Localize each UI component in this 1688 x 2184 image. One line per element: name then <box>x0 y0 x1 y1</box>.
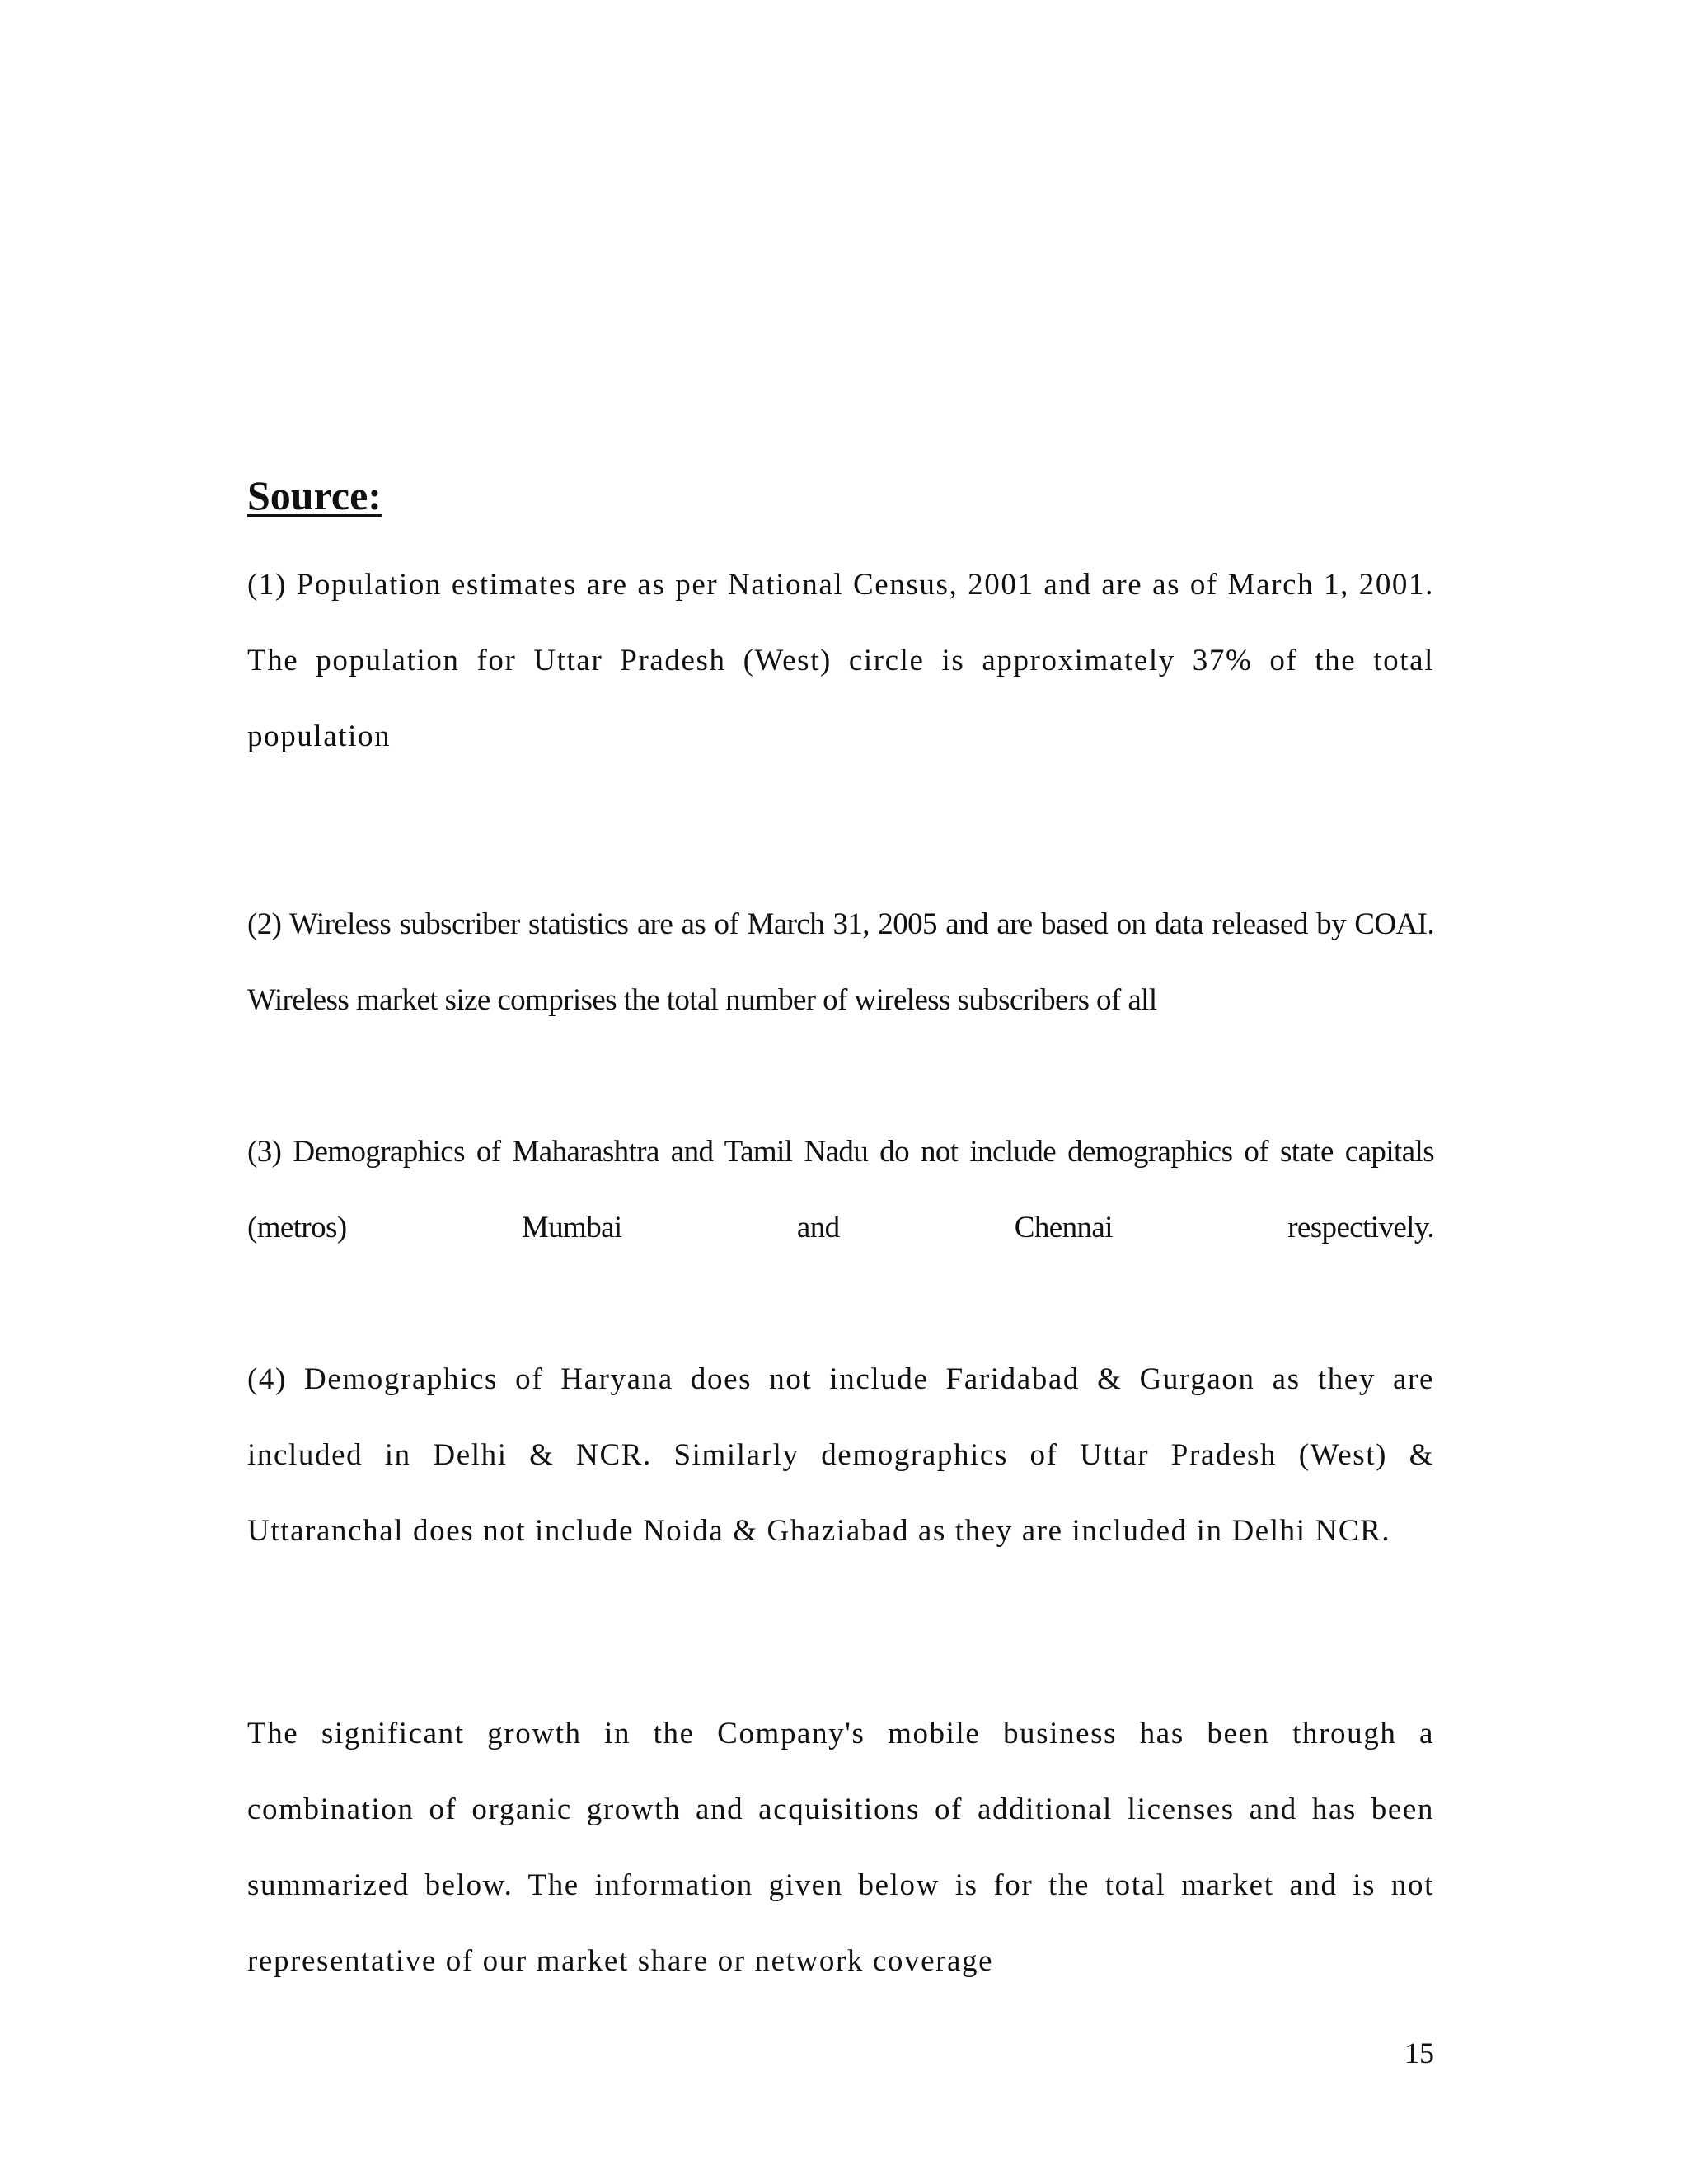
page-number: 15 <box>1404 2036 1434 2069</box>
source-note-3: (3) Demographics of Maharashtra and Tamil Nadu do not include demographics of state capitals (metros) Mumbai and Chennai respectively. <box>247 1135 1434 1244</box>
closing-paragraph: The significant growth in the Company's mobile business has been through a combination of organic growth and acquisitions of additional licenses and has been summarized below. The information given below is for the total market and is not representative of our market share or network coverage <box>247 1717 1434 1978</box>
source-note-1: (1) Population estimates are as per National Census, 2001 and are as of March 1, 2001. The population for Uttar Pradesh (West) circle is approximately 37% of the total population <box>247 568 1434 753</box>
source-heading: Source: <box>247 472 382 518</box>
source-note-4: (4) Demographics of Haryana does not include Faridabad & Gurgaon as they are included in Delhi & NCR. Similarly demographics of Uttar Pradesh (West) & Uttaranchal does not include Noida & Ghaziabad as they are included in Delhi NCR. <box>247 1362 1434 1548</box>
source-note-2: (2) Wireless subscriber statistics are as of March 31, 2005 and are based on data released by COAI. Wireless market size comprises the total number of wireless subscribers of all <box>247 907 1434 1017</box>
